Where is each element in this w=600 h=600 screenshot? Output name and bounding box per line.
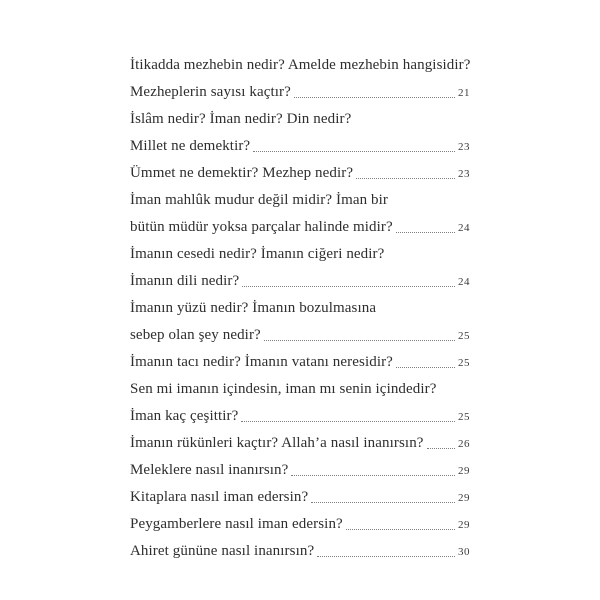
toc-entry-text: Ümmet ne demektir? Mezhep nedir? bbox=[130, 165, 354, 181]
toc-dotted-leader bbox=[356, 178, 455, 179]
toc-entry-text: İmanın tacı nedir? İmanın vatanı neresidir? bbox=[130, 354, 393, 370]
toc-entry bbox=[130, 133, 470, 160]
toc-entry bbox=[130, 214, 470, 241]
toc-entry-text: İman mahlûk mudur değil midir? İman bir bbox=[130, 192, 389, 208]
toc-dotted-leader bbox=[294, 97, 455, 98]
toc-dotted-leader bbox=[396, 367, 455, 368]
toc-dotted-leader bbox=[317, 556, 455, 557]
toc-dotted-leader bbox=[291, 475, 455, 476]
toc-entry-text: İmanın rükünleri kaçtır? Allah’a nasıl inanırsın? bbox=[130, 435, 424, 451]
toc-entry-text: İmanın yüzü nedir? İmanın bozulmasına bbox=[130, 300, 377, 316]
toc-entry bbox=[130, 52, 470, 79]
toc-entry-text: Mezheplerin sayısı kaçtır? bbox=[130, 84, 291, 100]
toc-entry-text: Kitaplara nasıl iman edersin? bbox=[130, 489, 309, 505]
toc-page-number: 21 bbox=[458, 87, 470, 99]
toc-entry-text: İtikadda mezhebin nedir? Amelde mezhebin hangisidir? bbox=[130, 57, 471, 73]
toc-page-number: 26 bbox=[458, 438, 470, 450]
toc-page-number: 25 bbox=[458, 330, 470, 342]
toc-dotted-leader bbox=[241, 421, 455, 422]
toc-page-number: 29 bbox=[458, 519, 470, 531]
toc-entry bbox=[130, 241, 470, 268]
toc-entry bbox=[130, 349, 470, 376]
toc-entry-text: İman kaç çeşittir? bbox=[130, 408, 239, 424]
toc-entry bbox=[130, 268, 470, 295]
toc-dotted-leader bbox=[264, 340, 455, 341]
toc-entry-text: Ahiret gününe nasıl inanırsın? bbox=[130, 543, 315, 559]
toc-dotted-leader bbox=[311, 502, 455, 503]
toc-entry bbox=[130, 457, 470, 484]
toc-entry-text: Millet ne demektir? bbox=[130, 138, 251, 154]
toc-entry-text: İmanın dili nedir? bbox=[130, 273, 240, 289]
toc-page-number: 29 bbox=[458, 465, 470, 477]
toc-dotted-leader bbox=[253, 151, 455, 152]
toc-page-number: 23 bbox=[458, 141, 470, 153]
toc-dotted-leader bbox=[242, 286, 455, 287]
toc-entry bbox=[130, 160, 470, 187]
toc-page-number: 29 bbox=[458, 492, 470, 504]
toc-entry bbox=[130, 376, 470, 403]
toc-entry-text: Meleklere nasıl inanırsın? bbox=[130, 462, 289, 478]
toc-entry bbox=[130, 79, 470, 106]
toc-page-number: 24 bbox=[458, 222, 470, 234]
toc-entry-text: İslâm nedir? İman nedir? Din nedir? bbox=[130, 111, 352, 127]
toc-entry bbox=[130, 106, 470, 133]
toc-page-number: 23 bbox=[458, 168, 470, 180]
toc-page-number: 25 bbox=[458, 411, 470, 423]
toc-entry-text: Sen mi imanın içindesin, iman mı senin içindedir? bbox=[130, 381, 437, 397]
toc-entry-text: bütün müdür yoksa parçalar halinde midir? bbox=[130, 219, 393, 235]
toc-entry bbox=[130, 403, 470, 430]
toc-entry bbox=[130, 295, 470, 322]
toc-entry bbox=[130, 511, 470, 538]
toc-entry-text: sebep olan şey nedir? bbox=[130, 327, 261, 343]
toc-dotted-leader bbox=[427, 448, 455, 449]
toc-entry bbox=[130, 484, 470, 511]
toc-entry bbox=[130, 430, 470, 457]
toc-entry-text: İmanın cesedi nedir? İmanın ciğeri nedir? bbox=[130, 246, 385, 262]
toc-page-number: 24 bbox=[458, 276, 470, 288]
table-of-contents bbox=[130, 52, 470, 565]
toc-dotted-leader bbox=[346, 529, 455, 530]
toc-page-number: 30 bbox=[458, 546, 470, 558]
toc-dotted-leader bbox=[396, 232, 455, 233]
toc-entry bbox=[130, 187, 470, 214]
toc-page-number: 25 bbox=[458, 357, 470, 369]
toc-entry-text: Peygamberlere nasıl iman edersin? bbox=[130, 516, 343, 532]
toc-entry bbox=[130, 538, 470, 565]
toc-entry bbox=[130, 322, 470, 349]
